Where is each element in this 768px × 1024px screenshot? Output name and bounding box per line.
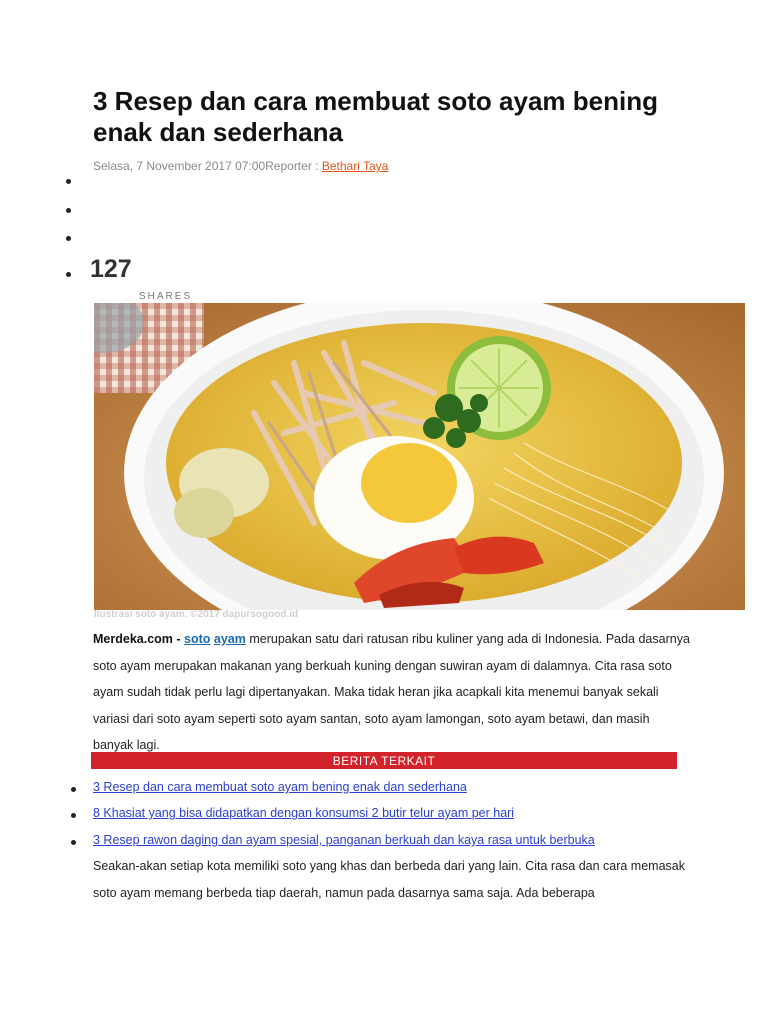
share-bullet-dot <box>66 272 71 277</box>
related-news-link[interactable]: 3 Resep rawon daging dan ayam spesial, panganan berkuah dan kaya rasa untuk berbuka <box>93 833 595 847</box>
article-paragraph-2: Seakan-akan setiap kota memiliki soto yang khas dan berbeda dari yang lain. Cita rasa dan cara memasak soto ayam memang berbeda tiap daerah, namun pada dasarnya sama saja. Ada beberapa <box>93 859 685 900</box>
article-paragraph-1 <box>93 626 693 759</box>
bullet-dot <box>71 840 76 845</box>
bullet-dot <box>71 813 76 818</box>
share-bullet-dot[interactable] <box>66 208 71 213</box>
shares-count: 127 <box>90 255 132 283</box>
article-meta <box>93 159 388 173</box>
tag-link-ayam[interactable]: ayam <box>213 632 246 646</box>
soto-ayam-illustration <box>94 303 745 610</box>
source-label: Merdeka.com - <box>93 632 185 646</box>
related-news-link[interactable]: 8 Khasiat yang bisa didapatkan dengan konsumsi 2 butir telur ayam per hari <box>93 806 515 820</box>
bullet-dot <box>71 787 76 792</box>
article-title: 3 Resep dan cara membuat soto ayam bening enak dan sederhana <box>93 86 658 147</box>
shares-label: SHARES <box>139 291 193 302</box>
paragraph-1-text: merupakan satu dari ratusan ribu kuliner yang ada di Indonesia. Pada dasarnya soto ayam merupakan makanan yang berkuah kuning dengan suwiran ayam di dalamnya. Cita rasa soto ayam sudah tidak perlu lagi dipertanyakan. Maka tidak heran jika acapkali kita menemui banyak sekali variasi dari soto ayam seperti soto ayam santan, soto ayam lamongan, soto ayam betawi, dan masih banyak lagi. <box>93 632 690 752</box>
image-caption: Ilustrasi soto ayam. ©2017 dapursogood.id <box>94 609 299 620</box>
reporter-link[interactable]: Bethari Taya <box>321 159 389 173</box>
related-news-link[interactable]: 3 Resep dan cara membuat soto ayam bening enak dan sederhana <box>93 780 467 794</box>
related-news-header: BERITA TERKAIT <box>91 752 677 769</box>
share-bullet-dot[interactable] <box>66 179 71 184</box>
share-bullet-dot[interactable] <box>66 236 71 241</box>
soto-ayam-photo <box>94 303 745 610</box>
tag-link-soto[interactable]: soto <box>184 632 211 646</box>
article-date: Selasa, 7 November 2017 07:00 <box>93 159 266 173</box>
reporter-prefix: Reporter : <box>265 159 322 173</box>
